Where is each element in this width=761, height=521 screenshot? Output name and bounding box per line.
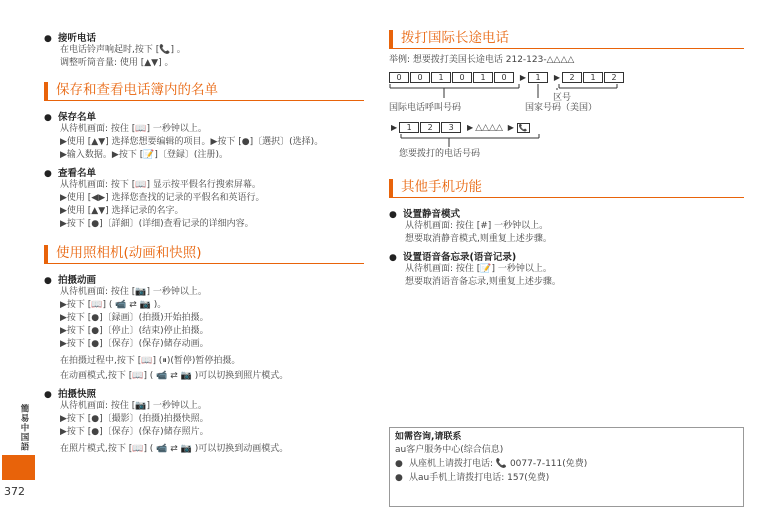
video-line-3: ▶按下 [●]〔録画〕(拍摄)开始拍摄。 — [60, 313, 209, 323]
silent-line-1: 从待机画面: 按住 [#] 一秒钟以上。 — [405, 221, 549, 231]
video-title: ● 拍摄动画 — [44, 272, 364, 286]
contact-item-2 — [395, 471, 738, 485]
label-number: 您要拨打的电话号码 — [399, 149, 481, 159]
view-line-3: ▶使用 [▲▼] 选择记录的名字。 — [60, 206, 184, 216]
intl-example: 举例: 想要拨打美国长途电话 212-123-△△△△ — [389, 55, 575, 65]
digit: 0 — [452, 72, 472, 83]
digit: 1 — [473, 72, 493, 83]
arrow-icon: ▶ — [391, 123, 398, 132]
section-heading-other: 其他手机功能 — [389, 179, 744, 198]
digit: 1 — [583, 72, 603, 83]
contact-title: 如需咨询,请联系 — [395, 432, 462, 442]
section-heading-international: 拨打国际长途电话 — [389, 30, 744, 49]
contact-item-1 — [395, 457, 738, 471]
digit: 0 — [389, 72, 409, 83]
dial-tail: △△△△ — [475, 123, 503, 133]
video-line-4: ▶按下 [●]〔停止〕(结束)停止拍摄。 — [60, 326, 209, 336]
dial-row-1 — [389, 72, 744, 84]
video-line-7: 在动画模式,按下 [📖] ( 📹 ⇄ 📷 )可以切换到照片模式。 — [60, 371, 289, 381]
digit: 1 — [399, 122, 419, 133]
contact-sub: au客户服务中心(综合信息) — [395, 445, 504, 455]
video-line-2: ▶按下 [📖] ( 📹 ⇄ 📷 )。 — [60, 300, 167, 310]
side-tab-color-block — [2, 455, 35, 480]
left-column — [44, 30, 364, 456]
photo-line-3: ▶按下 [●]〔保存〕(保存)储存照片。 — [60, 427, 209, 437]
view-line-1: 从待机画面: 按下 [📖] 显示按平假名行搜索屏幕。 — [60, 180, 261, 190]
memo-line-1: 从待机画面: 按住 [📝] 一秒钟以上。 — [405, 264, 552, 274]
silent-line-2: 想要取消静音模式,则重复上述步骤。 — [405, 234, 552, 244]
answer-line-2: 调整听筒音量: 使用 [▲▼] 。 — [60, 58, 174, 68]
answer-line-1: 在电话铃声响起时,按下 [📞] 。 — [60, 45, 186, 55]
memo-title: ● 设置语音备忘录(语音记录) — [389, 249, 744, 263]
contact-item-1-text: 从座机上请拨打电话: 📞 0077-7-111(免费) — [409, 459, 588, 469]
page-number: 372 — [4, 485, 25, 498]
photo-line-2: ▶按下 [●]〔撮影〕(拍摄)拍摄快照。 — [60, 414, 209, 424]
right-column — [389, 30, 744, 289]
dial-labels — [389, 93, 744, 120]
side-tab — [18, 404, 36, 452]
digit: 1 — [431, 72, 451, 83]
photo-line-4: 在照片模式,按下 [📖] ( 📹 ⇄ 📷 )可以切换到动画模式。 — [60, 444, 289, 454]
save-title: ● 保存名单 — [44, 109, 364, 123]
answer-title: ● 接听电话 — [44, 30, 364, 44]
arrow-icon: ▶ — [467, 123, 474, 132]
save-line-3: ▶输入数据。▶按下 [📝]〔登録〕(注册)。 — [60, 150, 228, 160]
video-line-6: 在拍摄过程中,按下 [📖] (⏸)(暂停)暂停拍摄。 — [60, 356, 241, 366]
section-heading-phonebook: 保存和查看电话簿内的名单 — [44, 82, 364, 101]
memo-line-2: 想要取消语音备忘录,则重复上述步骤。 — [405, 277, 561, 287]
digit: 2 — [562, 72, 582, 83]
digit: 3 — [441, 122, 461, 133]
label-intl: 国际电话呼叫号码 — [389, 103, 462, 113]
side-label: 簡易中国語 — [19, 404, 29, 452]
call-key-icon: 📞 — [518, 123, 528, 132]
label-country: 国家号码（美国） — [525, 103, 598, 113]
label-area: 区号 — [553, 93, 572, 103]
contact-item-2-text: 从au手机上请拨打电话: 157(免费) — [409, 473, 550, 483]
photo-title: ● 拍摄快照 — [44, 386, 364, 400]
dial-row-2 — [389, 122, 744, 134]
contact-box — [389, 427, 744, 507]
section-heading-camera: 使用照相机(动画和快照) — [44, 245, 364, 264]
arrow-icon: ▶ — [519, 73, 527, 82]
digit: 0 — [494, 72, 514, 83]
video-line-1: 从待机画面: 按住 [📷] 一秒钟以上。 — [60, 287, 207, 297]
bracket-lines — [389, 84, 649, 100]
view-line-4: ▶按下 [●]〔詳細〕(详细)查看记录的详细内容。 — [60, 219, 254, 229]
view-line-2: ▶使用 [◀▶] 选择您查找的记录的平假名和英语行。 — [60, 193, 265, 203]
number-bracket — [389, 134, 649, 148]
digit: 0 — [410, 72, 430, 83]
digit-country: 1 — [528, 72, 548, 83]
digit: 2 — [604, 72, 624, 83]
arrow-icon: ▶ — [507, 123, 514, 132]
arrow-icon: ▶ — [553, 73, 561, 82]
digit: 2 — [420, 122, 440, 133]
save-line-1: 从待机画面: 按住 [📖] 一秒钟以上。 — [60, 124, 207, 134]
save-line-2: ▶使用 [▲▼] 选择您想要编辑的项目。▶按下 [●]〔選択〕(选择)。 — [60, 137, 324, 147]
view-title: ● 查看名单 — [44, 165, 364, 179]
photo-line-1: 从待机画面: 按住 [📷] 一秒钟以上。 — [60, 401, 207, 411]
silent-title: ● 设置静音模式 — [389, 206, 744, 220]
video-line-5: ▶按下 [●]〔保存〕(保存)储存动画。 — [60, 339, 209, 349]
